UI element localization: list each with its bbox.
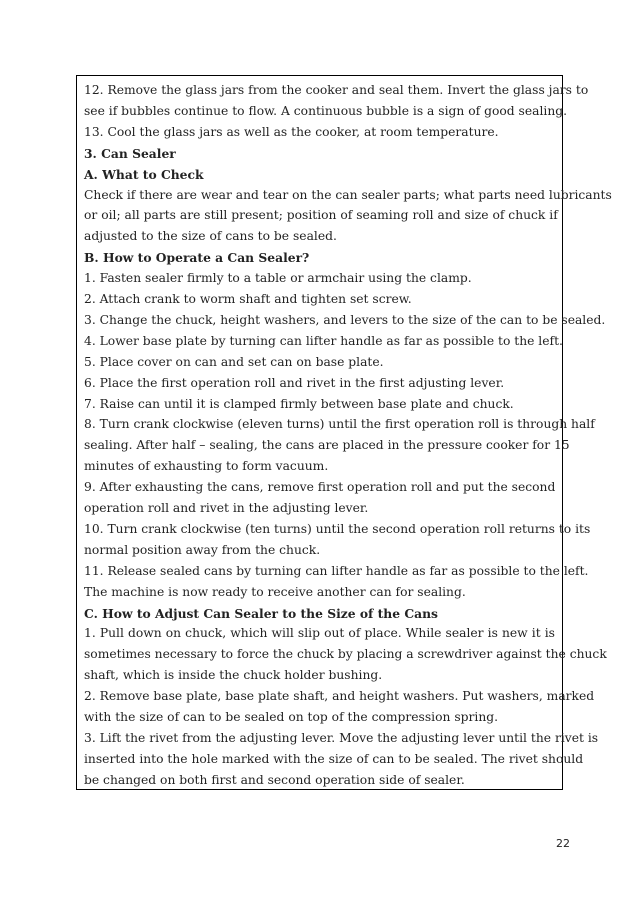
text-line: 2. Remove base plate, base plate shaft, and height washers. Put washers, marked	[84, 689, 595, 704]
section-heading: C. How to Adjust Can Sealer to the Size of the Cans	[84, 605, 438, 621]
text-line: The machine is now ready to receive another can for sealing.	[84, 584, 466, 599]
text-line: minutes of exhausting to form vacuum.	[84, 459, 329, 474]
text-line: normal position away from the chuck.	[84, 542, 321, 557]
text-line: 11. Release sealed cans by turning can lifter handle as far as possible to the left.	[84, 563, 589, 578]
section-heading: A. What to Check	[84, 166, 204, 182]
text-line: 6. Place the first operation roll and rivet in the first adjusting lever.	[84, 375, 505, 390]
text-line: 2. Attach crank to worm shaft and tighten set screw.	[84, 292, 412, 306]
section-heading: 3. Can Sealer	[84, 145, 176, 161]
text-line: be changed on both first and second operation side of sealer.	[84, 772, 465, 787]
text-line: 10. Turn crank clockwise (ten turns) until the second operation roll returns to its	[84, 521, 591, 536]
content-box	[76, 75, 612, 790]
text-line: 8. Turn crank clockwise (eleven turns) until the first operation roll is through half	[84, 417, 595, 432]
text-line: 4. Lower base plate by turning can lifter handle as far as possible to the left.	[84, 333, 563, 348]
text-line: 9. After exhausting the cans, remove first operation roll and put the second	[84, 480, 556, 495]
text-line: inserted into the hole marked with the size of can to be sealed. The rivet should	[84, 751, 584, 766]
text-line: Check if there are wear and tear on the can sealer parts; what parts need lubricants	[84, 187, 612, 202]
text-line: shaft, which is inside the chuck holder bushing.	[84, 668, 383, 683]
text-line: 3. Change the chuck, height washers, and levers to the size of the can to be sealed.	[84, 312, 606, 327]
text-line: or oil; all parts are still present; position of seaming roll and size of chuck if	[84, 208, 558, 223]
text-line: 13. Cool the glass jars as well as the cooker, at room temperature.	[84, 124, 499, 139]
section-heading: B. How to Operate a Can Sealer?	[84, 250, 310, 266]
text-line: sometimes necessary to force the chuck by placing a screwdriver against the chuck	[84, 647, 607, 662]
text-line: adjusted to the size of cans to be sealed.	[84, 229, 337, 244]
text-line: operation roll and rivet in the adjusting lever.	[84, 501, 369, 515]
text-line: 5. Place cover on can and set can on base plate.	[84, 354, 384, 369]
text-line: 12. Remove the glass jars from the cooker and seal them. Invert the glass jars to	[84, 83, 589, 97]
text-line: 7. Raise can until it is clamped firmly between base plate and chuck.	[84, 396, 514, 411]
text-line: 1. Pull down on chuck, which will slip out of place. While sealer is new it is	[84, 626, 555, 641]
text-line: 1. Fasten sealer firmly to a table or armchair using the clamp.	[84, 271, 472, 286]
text-line: see if bubbles continue to flow. A continuous bubble is a sign of good sealing.	[84, 103, 568, 118]
text-line: 3. Lift the rivet from the adjusting lever. Move the adjusting lever until the rivet is	[84, 730, 599, 745]
text-line: sealing. After half – sealing, the cans are placed in the pressure cooker for 15	[84, 438, 570, 453]
text-line: with the size of can to be sealed on top of the compression spring.	[84, 710, 499, 724]
page-number: 22	[556, 837, 570, 850]
